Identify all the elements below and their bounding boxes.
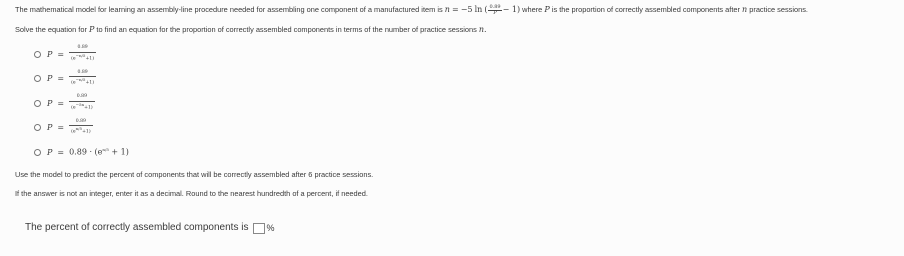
intro-text: The mathematical model for learning an assembly-line procedure needed for assembling one component of a manufactured item is [15, 5, 443, 14]
choice-fraction [69, 71, 96, 87]
choice-fraction [69, 95, 95, 111]
radio-button[interactable] [34, 75, 41, 82]
choice-fraction [69, 120, 93, 136]
instruction-var-p: P [88, 25, 95, 34]
instruction-prefix: Solve the equation for [15, 25, 87, 34]
choice-equals: = [57, 74, 65, 84]
instruction-suffix: to find an equation for the proportion of correctly assembled components in terms of the number of practice sessions [96, 25, 477, 34]
den-exponent: −5n [75, 101, 85, 107]
choice-equals: = [57, 147, 65, 157]
instruction-var-n: n. [478, 25, 487, 34]
intro-var-n: n [742, 5, 748, 14]
intro-tail2: is the proportion of correctly assembled components after [551, 5, 740, 14]
choice-numerator: 0.89 [69, 71, 96, 78]
formula-lhs: n [444, 5, 450, 14]
choice-d-equation [47, 120, 93, 136]
choice-lhs: P [47, 147, 53, 157]
answer-row [25, 221, 274, 235]
formula-ln: ln [474, 5, 483, 14]
problem-statement [15, 3, 899, 17]
answer-choices [34, 42, 129, 165]
choice-expression [69, 147, 129, 157]
choice-c-equation [47, 95, 95, 111]
answer-label: The percent of correctly assembled components is [25, 222, 249, 233]
choice-lhs: P [47, 123, 53, 133]
choice-equals: = [57, 98, 65, 108]
den-base: (e [71, 130, 76, 136]
choice-numerator: 0.89 [69, 46, 96, 53]
choice-a-equation [47, 46, 96, 62]
choice-numerator: 0.89 [69, 120, 93, 127]
radio-button[interactable] [34, 51, 41, 58]
model-prompt: Use the model to predict the percent of components that will be correctly assembled after 6 practice sessions. [15, 170, 374, 179]
formula-paren-open: ( [484, 5, 488, 14]
intro-tail: where [522, 5, 543, 14]
den-base: (e [71, 56, 76, 62]
choice-lhs: P [47, 98, 53, 108]
intro-tail3: practice sessions. [749, 5, 808, 14]
den-base: (e [71, 105, 76, 111]
choice-a[interactable] [34, 42, 129, 67]
choice-numerator: 0.89 [69, 95, 95, 102]
den-exponent: −n/5 [75, 77, 86, 83]
instruction-text [15, 23, 487, 37]
den-exponent: −n/5 [75, 52, 86, 58]
intro-var-p: P [544, 5, 550, 14]
choice-equals: = [57, 123, 65, 133]
choice-b-equation [47, 71, 96, 87]
choice-e-equation [47, 147, 129, 157]
choice-equals: = [57, 49, 65, 59]
den-tail: +1) [85, 81, 95, 87]
den-tail: +1) [82, 130, 91, 136]
choice-denominator [69, 102, 95, 111]
choice-c[interactable] [34, 91, 129, 116]
answer-input[interactable] [253, 223, 265, 234]
den-base: (e [71, 81, 76, 87]
answer-unit: % [266, 223, 275, 233]
choice-denominator [69, 77, 96, 86]
choice-b[interactable] [34, 67, 129, 92]
den-tail: +1) [84, 105, 93, 111]
formula-frac-den: P [493, 9, 497, 16]
choice-lhs: P [47, 49, 53, 59]
formula-equals: = [451, 5, 459, 14]
formula-minus-one: − 1 [502, 5, 517, 14]
expr-tail: + 1) [108, 148, 129, 158]
expr-base: 0.89 · (e [69, 148, 103, 158]
formula-frac-num: 0.89 [489, 3, 501, 10]
choice-d[interactable] [34, 116, 129, 141]
choice-lhs: P [47, 74, 53, 84]
formula-coef: −5 [460, 5, 473, 14]
choice-e[interactable] [34, 140, 129, 165]
expr-exponent: n/5 [102, 147, 109, 153]
radio-button[interactable] [34, 149, 41, 156]
den-exponent: n/5 [75, 126, 83, 132]
den-tail: +1) [85, 56, 95, 62]
radio-button[interactable] [34, 124, 41, 131]
choice-fraction [69, 46, 96, 62]
choice-denominator [69, 126, 93, 135]
formula-fraction [488, 5, 501, 16]
formula-paren-close: ) [516, 5, 521, 14]
radio-button[interactable] [34, 100, 41, 107]
choice-denominator [69, 53, 96, 62]
rounding-prompt: If the answer is not an integer, enter it as a decimal. Round to the nearest hundredth of a percent, if needed. [15, 189, 368, 198]
